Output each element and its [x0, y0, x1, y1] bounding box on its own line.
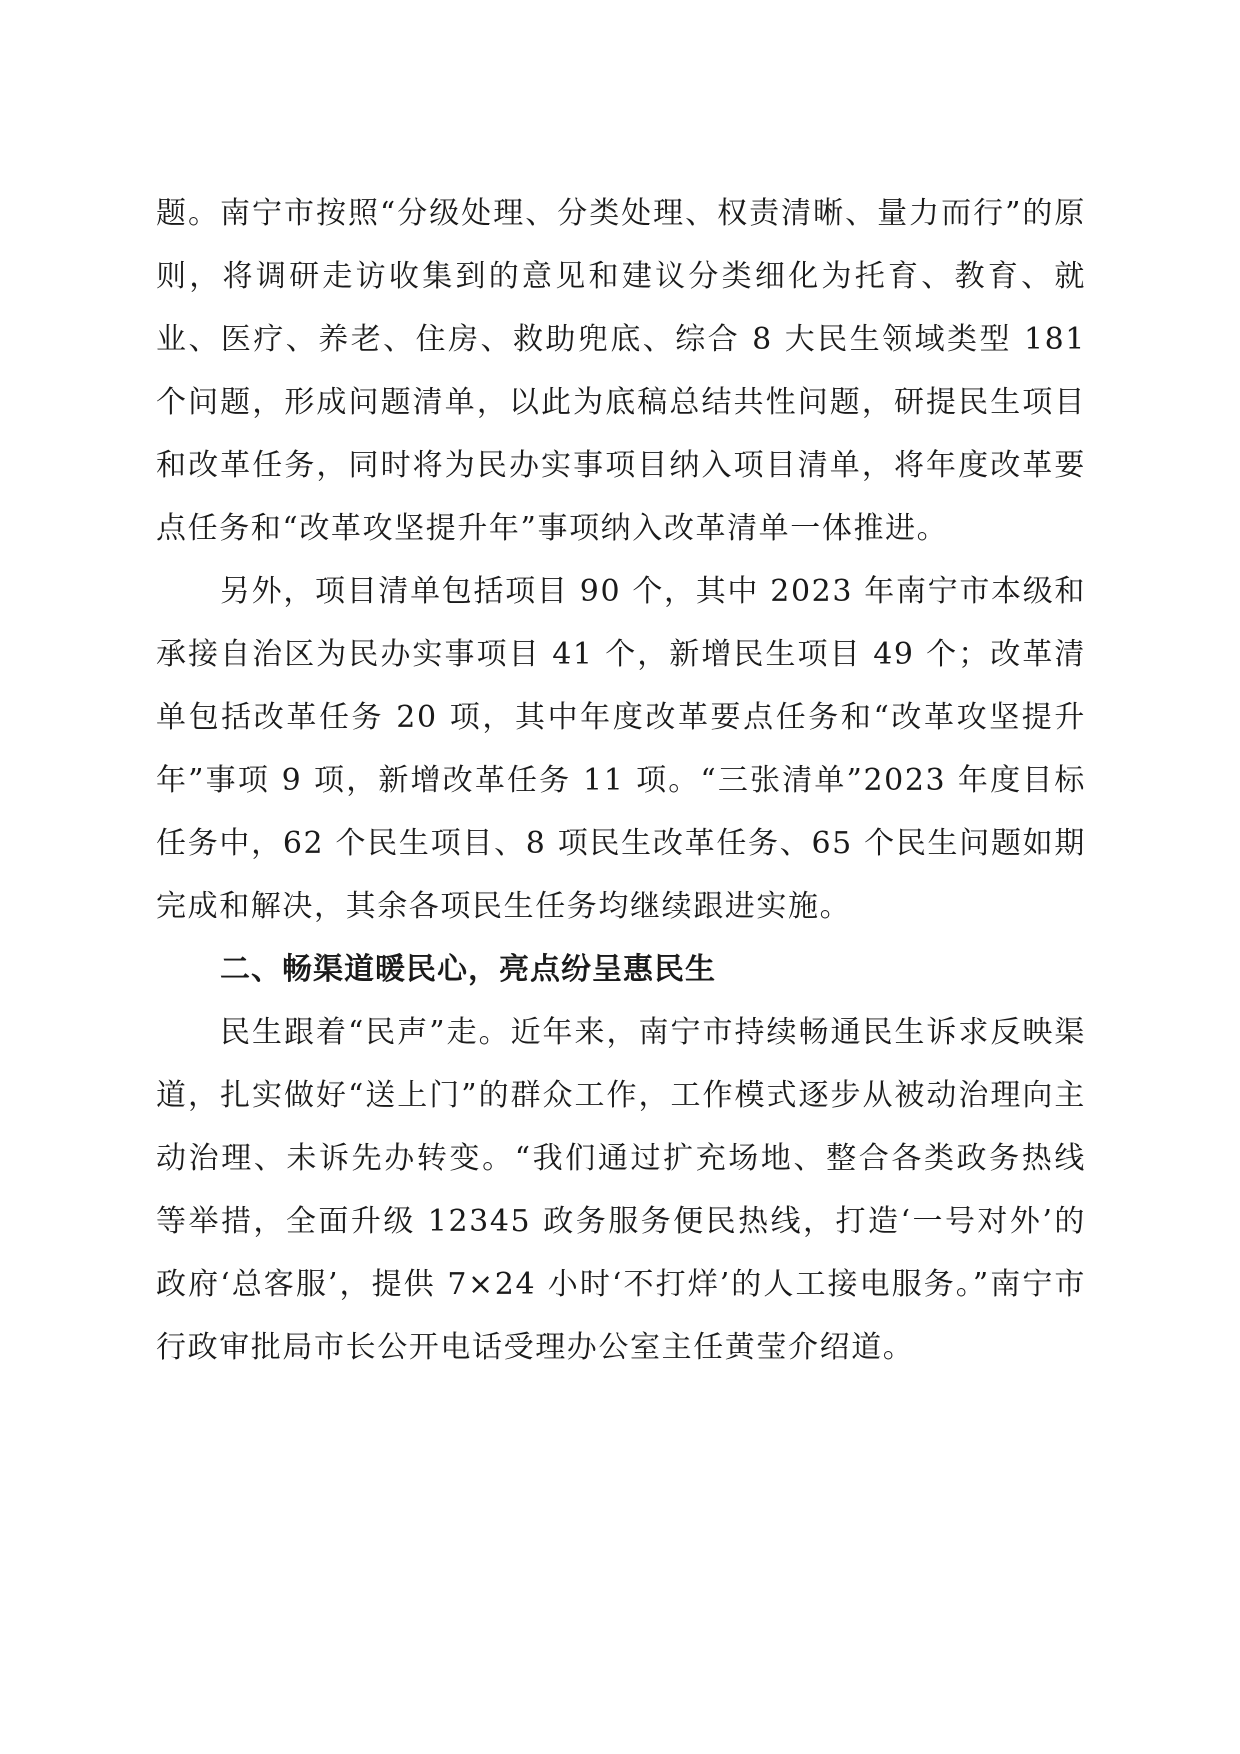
paragraph-hotline: 民生跟着“民声”走。近年来，南宁市持续畅通民生诉求反映渠道，扎实做好“送上门”的群众工作，工作模式逐步从被动治理向主动治理、未诉先办转变。“我们通过扩充场地、整合各类政务热线等举措，全面升级 12345 政务服务便民热线，打造‘一号对外’的政府‘总客服’，提供 7×24 小时‘不打烊’的人工接电服务。”南宁市行政审批局市长公开电话受理办公室主任黄莹介绍道。 — [156, 1015, 1086, 1365]
paragraph-continuation: 题。南宁市按照“分级处理、分类处理、权责清晰、量力而行”的原则，将调研走访收集到的意见和建议分类细化为托育、教育、就业、医疗、养老、住房、救助兜底、综合 8 大民生领域类型 181 个问题，形成问题清单，以此为底稿总结共性问题，研提民生项目和改革任务，同时将为民办实事项目纳入项目清单，将年度改革要点任务和“改革攻坚提升年”事项纳入改革清单一体推进。 — [156, 196, 1086, 546]
document-body — [156, 182, 1086, 1379]
section-heading: 二、畅渠道暖民心，亮点纷呈惠民生 — [220, 952, 716, 987]
paragraph-project-list: 另外，项目清单包括项目 90 个，其中 2023 年南宁市本级和承接自治区为民办实事项目 41 个，新增民生项目 49 个；改革清单包括改革任务 20 项，其中年度改革要点任务和“改革攻坚提升年”事项 9 项，新增改革任务 11 项。“三张清单”2023 年度目标任务中，62 个民生项目、8 项民生改革任务、65 个民生问题如期完成和解决，其余各项民生任务均继续跟进实施。 — [156, 574, 1086, 924]
